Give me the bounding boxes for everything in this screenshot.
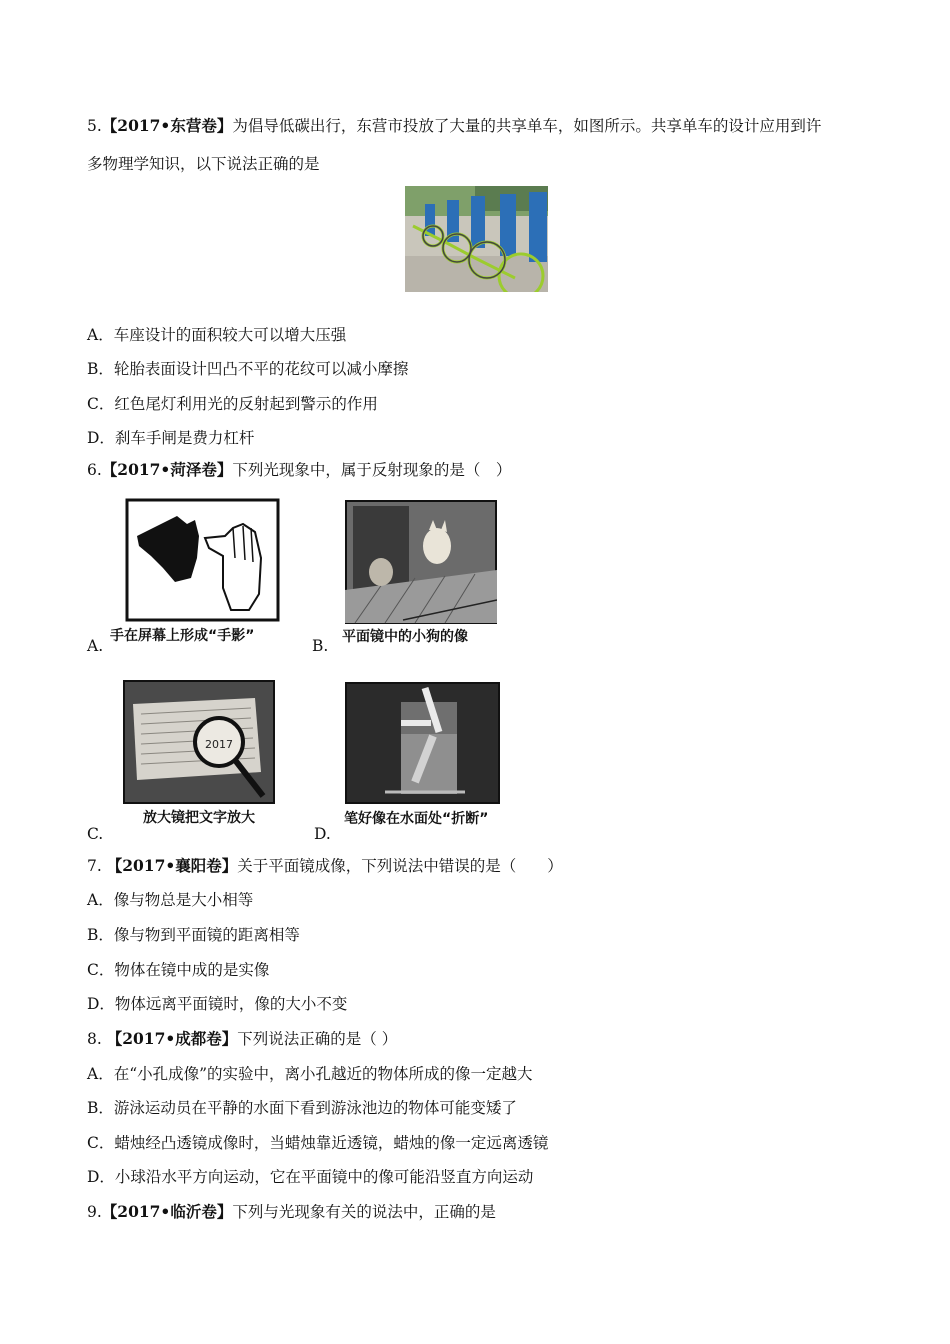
q8-option-b: B．游泳运动员在平静的水面下看到游泳池边的物体可能变矮了 <box>87 1099 517 1117</box>
mirror-dog-image <box>345 500 497 625</box>
q6-option-d-label: D. <box>314 825 331 843</box>
q5-option-c: C．红色尾灯利用光的反射起到警示的作用 <box>87 395 378 413</box>
q6-option-d-caption: 笔好像在水面处“折断” <box>344 811 489 827</box>
q5-number: 5. <box>87 117 102 135</box>
q6-source: 【2017•菏泽卷】 <box>101 460 233 479</box>
q5-option-d: D．刹车手闸是费力杠杆 <box>87 429 255 447</box>
q7-option-a: A．像与物总是大小相等 <box>87 891 254 909</box>
q7-number: 7. <box>87 857 102 875</box>
q8-option-c: C．蜡烛经凸透镜成像时，当蜡烛靠近透镜，蜡烛的像一定远离透镜 <box>87 1134 549 1152</box>
q5-stem-text-1: 为倡导低碳出行，东营市投放了大量的共享单车，如图所示。共享单车的设计应用到许 <box>232 117 822 135</box>
q7-stem <box>87 856 563 876</box>
q6-number: 6. <box>87 461 102 479</box>
q6-option-a-caption: 手在屏幕上形成“手影” <box>110 628 255 644</box>
q6-stem-text: 下列光现象中，属于反射现象的是（ ） <box>232 461 512 479</box>
q7-option-b: B．像与物到平面镜的距离相等 <box>87 926 300 944</box>
q7-option-c: C．物体在镜中成的是实像 <box>87 961 270 979</box>
q8-stem <box>87 1029 397 1049</box>
q9-source: 【2017•临沂卷】 <box>101 1202 233 1221</box>
q6-stem <box>87 460 511 480</box>
pencil-in-water-image <box>345 682 500 807</box>
q6-option-b-caption: 平面镜中的小狗的像 <box>342 629 468 645</box>
magnifier-image <box>123 680 275 805</box>
q6-option-c-label: C. <box>87 825 104 843</box>
hand-shadow-image <box>125 498 280 623</box>
q6-option-a-label: A. <box>87 637 104 655</box>
q7-source: 【2017•襄阳卷】 <box>106 856 238 875</box>
q9-number: 9. <box>87 1203 102 1221</box>
q5-stem-line1 <box>87 116 821 136</box>
q8-source: 【2017•成都卷】 <box>106 1029 238 1048</box>
q9-stem <box>87 1202 496 1222</box>
q9-stem-text: 下列与光现象有关的说法中，正确的是 <box>232 1203 496 1221</box>
q7-stem-text: 关于平面镜成像，下列说法中错误的是（ ） <box>237 857 563 875</box>
q8-stem-text: 下列说法正确的是（ ） <box>237 1030 398 1048</box>
q5-stem-line2: 多物理学知识，以下说法正确的是 <box>87 155 320 173</box>
q8-option-a: A．在“小孔成像”的实验中，离小孔越近的物体所成的像一定越大 <box>87 1065 533 1083</box>
q5-option-a: A．车座设计的面积较大可以增大压强 <box>87 326 347 344</box>
q8-option-d: D．小球沿水平方向运动，它在平面镜中的像可能沿竖直方向运动 <box>87 1168 534 1186</box>
q5-source: 【2017•东营卷】 <box>101 116 233 135</box>
shared-bikes-photo <box>405 186 548 292</box>
q6-option-b-label: B. <box>312 637 329 655</box>
q8-number: 8. <box>87 1030 102 1048</box>
q7-option-d: D．物体远离平面镜时，像的大小不变 <box>87 995 348 1013</box>
q5-option-b: B．轮胎表面设计凹凸不平的花纹可以减小摩擦 <box>87 360 409 378</box>
q6-option-c-caption: 放大镜把文字放大 <box>143 810 255 826</box>
book-year-text: 2017 <box>205 738 233 751</box>
